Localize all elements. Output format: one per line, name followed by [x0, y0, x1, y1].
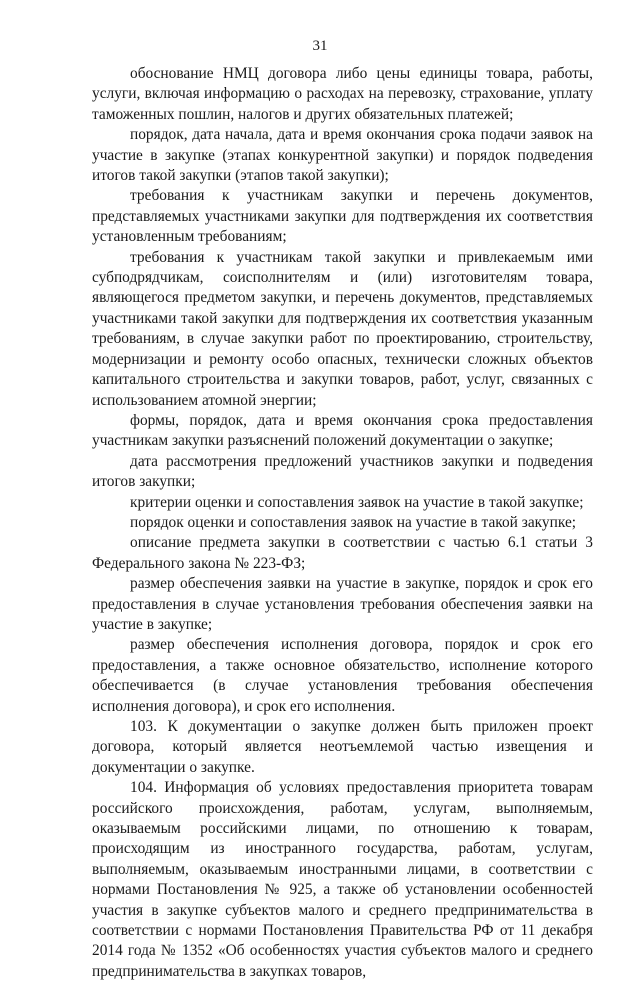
- paragraph-clause-103: 103. К документации о закупке должен быть приложен проект договора, который является неотъемлемой частью извещения и документации о закупке.: [92, 718, 593, 776]
- paragraph-participant-requirements: требования к участникам закупки и перечень документов, представляемых участниками закупки для подтверждения их соответствия установленным требованиям;: [92, 187, 593, 246]
- paragraph-review-date: дата рассмотрения предложений участников закупки и подведения итогов закупки;: [92, 452, 593, 491]
- paragraph-contract-security: размер обеспечения исполнения договора, порядок и срок его предоставления, а также основное обязательство, исполнение которого обеспечивается (в случае установления требования обеспечения исполнения договора), и срок его исполнения.: [92, 636, 593, 715]
- document-body: [92, 64, 593, 982]
- paragraph-price-justification: обоснование НМЦ договора либо цены единицы товара, работы, услуги, включая информацию о расходах на перевозку, страхование, уплату таможенных пошлин, налогов и других обязательных платежей;: [92, 65, 593, 123]
- paragraph-clarifications: формы, порядок, дата и время окончания срока предоставления участникам закупки разъяснений положений документации о закупке;: [92, 411, 593, 450]
- paragraph-subject-description: описание предмета закупки в соответствии с частью 6.1 статьи 3 Федерального закона № 223-ФЗ;: [92, 534, 593, 572]
- paragraph-subcontractor-requirements: требования к участникам такой закупки и привлекаемым ими субподрядчикам, соисполнителям и (или) изготовителям товара, являющегося предметом закупки, и перечень документов, представляемых участниками такой закупки для подтверждения их соответствия указанным требованиям, в случае закупки работ по проектированию, строительству, модернизации и ремонту особо опасных, технически сложных объектов капитального строительства и закупки товаров, работ, услуг, связанных с использованием атомной энергии;: [92, 248, 593, 409]
- paragraph-evaluation-procedure: порядок оценки и сопоставления заявок на участие в такой закупке;: [130, 513, 577, 531]
- paragraph-application-deadlines: порядок, дата начала, дата и время окончания срока подачи заявок на участие в закупке (этапах конкурентной закупки) и порядок подведения итогов такой закупки (этапов такой закупки);: [92, 126, 593, 185]
- paragraph-evaluation-criteria: критерии оценки и сопоставления заявок на участие в такой закупке;: [130, 493, 584, 511]
- page-number: 31: [312, 38, 328, 54]
- paragraph-bid-security: размер обеспечения заявки на участие в закупке, порядок и срок его предоставления в случае установления требования обеспечения заявки на участие в закупке;: [92, 575, 593, 633]
- paragraph-clause-104: 104. Информация об условиях предоставления приоритета товарам российского происхождения, работам, услугам, выполняемым, оказываемым российскими лицами, по отношению к товарам, происходящим из иностранного государства, работам, услугам, выполняемым, оказываемым иностранными лицами, в соответствии с нормами Постановления № 925, а также об установлении особенностей участия в закупке субъектов малого и среднего предпринимательства в соответствии с нормами Постановления Правительства РФ от 11 декабря 2014 года № 1352 «Об особенностях участия субъектов малого и среднего предпринимательства в закупках товаров,: [92, 779, 593, 980]
